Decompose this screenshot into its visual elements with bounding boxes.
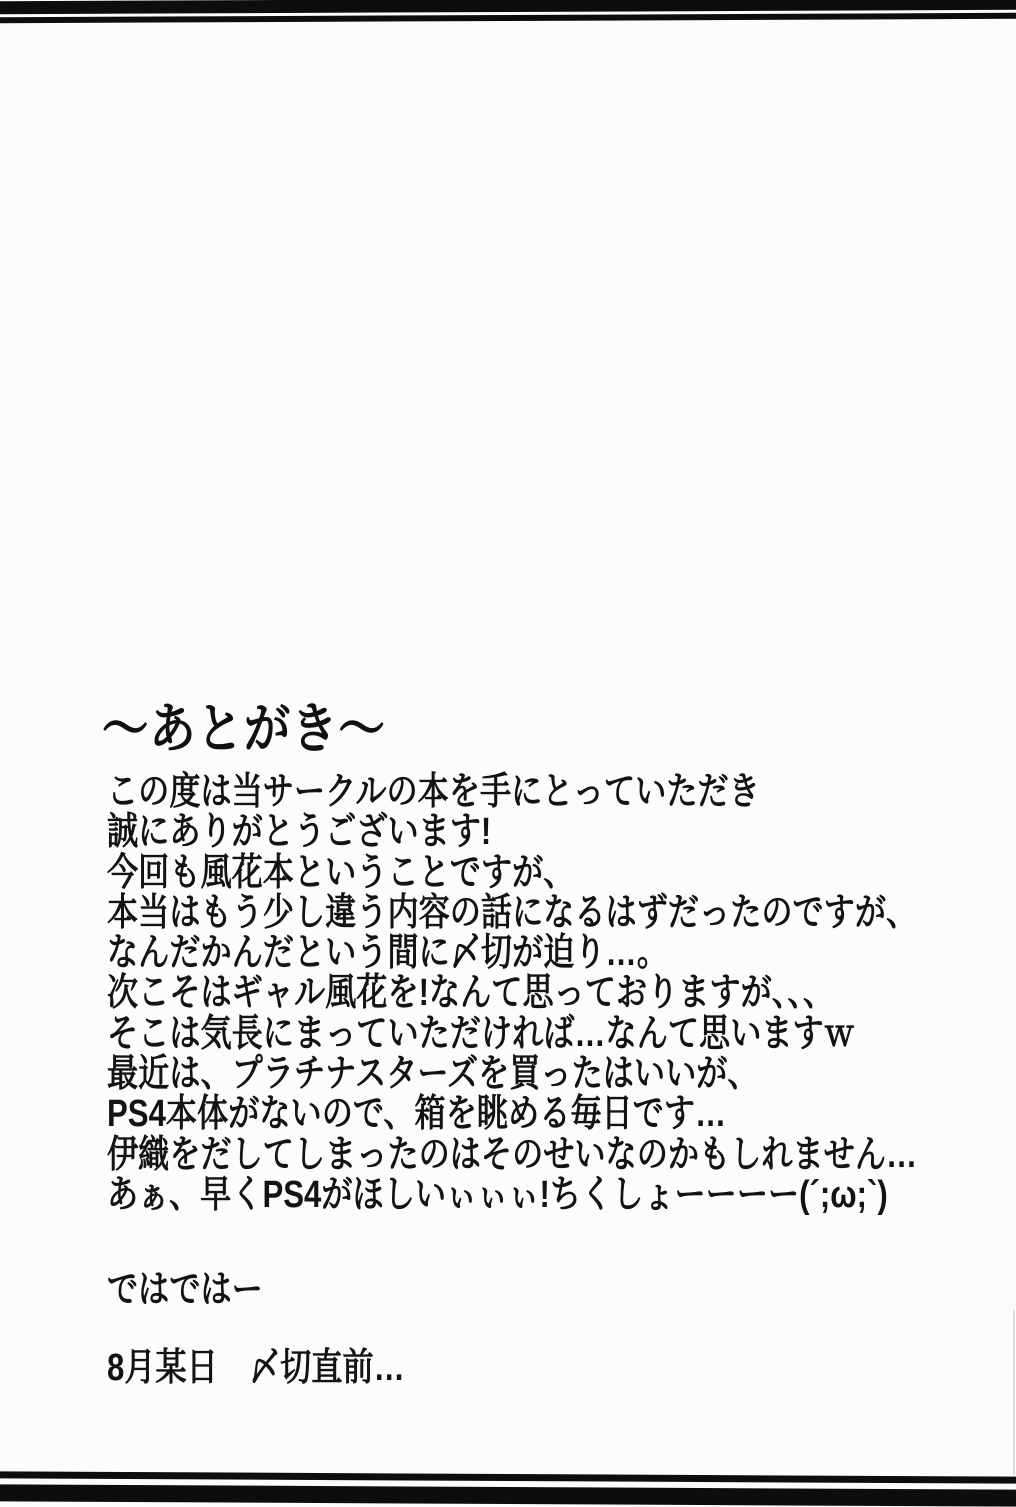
afterword-line: 最近は、プラチナスターズを買ったはいいが、 — [107, 1053, 759, 1096]
afterword-line: なんだかんだという間に〆切が迫り…。 — [107, 932, 668, 975]
top-border — [0, 0, 1016, 23]
afterword-body — [107, 772, 917, 1215]
scan-artifact-line — [1013, 1310, 1015, 1475]
afterword-line: 本当はもう少し違う内容の話になるはずだったのですが、 — [107, 891, 918, 934]
afterword-line: この度は当サークルの本を手にとっていただき — [107, 771, 760, 813]
bottom-border — [0, 1471, 1016, 1506]
afterword-line: 伊織をだしてしまったのはそのせいなのかもしれません… — [107, 1133, 918, 1176]
afterword-line: PS4本体がないので、箱を眺める毎日です… — [107, 1093, 727, 1136]
afterword-title: ～あとがき～ — [102, 699, 386, 759]
afterword-line: 誠にありがとうございます! — [107, 811, 492, 854]
afterword-line: 次こそはギャル風花を!なんて思っておりますが、、、 — [107, 972, 835, 1015]
signoff-text: ではではー — [107, 1269, 263, 1311]
afterword-line: あぁ、早くPS4がほしいぃぃぃ!ちくしょーーーー(´;ω;`) — [107, 1173, 888, 1216]
afterword-line: 今回も風花本ということですが、 — [107, 851, 575, 894]
afterword-line: そこは気長にまっていただければ…なんて思いますｗ — [107, 1012, 855, 1055]
date-line: 8月某日 〆切直前… — [107, 1347, 405, 1389]
